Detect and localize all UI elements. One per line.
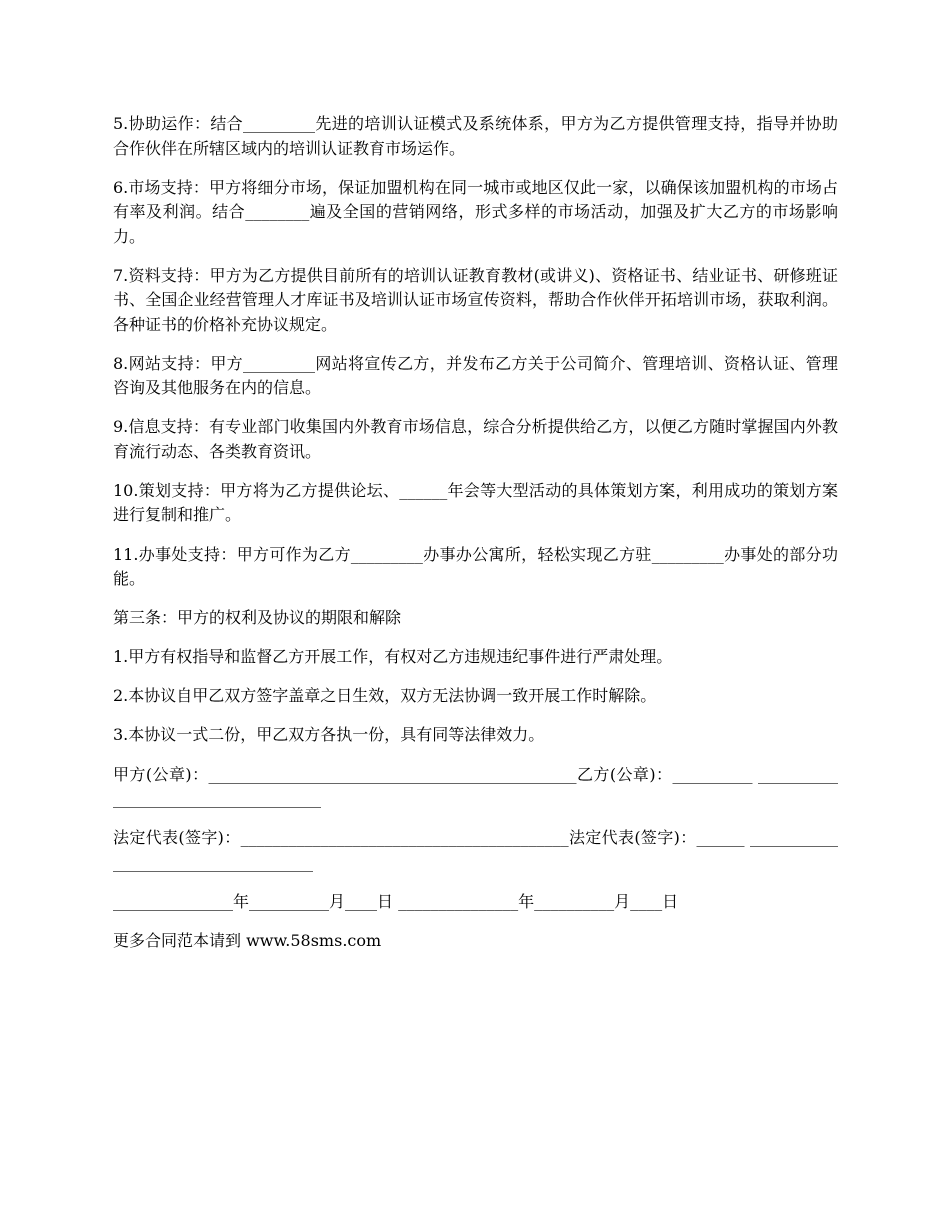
- date-line: _______________年__________月____日 _______________年__________月____日: [113, 891, 679, 911]
- footer-more-contracts: 更多合同范本请到 www.58sms.com: [113, 930, 382, 950]
- clause-6-market-support: 6.市场支持：甲方将细分市场，保证加盟机构在同一城市或地区仅此一家，以确保该加盟机构的市场占有率及利润。结合________遍及全国的营销网络，形式多样的市场活动，加强及扩大乙方的市场影响力。: [113, 177, 838, 246]
- clause-11-office-support: 11.办事处支持：甲方可作为乙方_________办事办公寓所，轻松实现乙方驻_________办事处的部分功能。: [113, 544, 838, 589]
- article-3-heading: 第三条：甲方的权利及协议的期限和解除: [113, 608, 402, 628]
- clause-9-information-support: 9.信息支持：有专业部门收集国内外教育市场信息，综合分析提供给乙方，以便乙方随时掌握国内外教育流行动态、各类教育资讯。: [113, 417, 838, 461]
- clause-8-website-support: 8.网站支持：甲方_________网站将宣传乙方，并发布乙方关于公司简介、管理培训、资格认证、管理咨询及其他服务在内的信息。: [113, 353, 838, 398]
- seal-line: 甲方(公章)：______________________________________________乙方(公章)：__________ ____________________________________: [113, 764, 838, 809]
- contract-page: [113, 112, 838, 968]
- article-3-item-1: 1.甲方有权指导和监督乙方开展工作，有权对乙方违规违纪事件进行严肃处理。: [113, 647, 673, 667]
- clause-7-material-support: 7.资料支持：甲方为乙方提供目前所有的培训认证教育教材(或讲义)、资格证书、结业证书、研修班证书、全国企业经营管理人才库证书及培训认证市场宣传资料，帮助合作伙伴开拓培训市场，获取利润。各种证书的价格补充协议规定。: [113, 265, 838, 334]
- article-3-item-2: 2.本协议自甲乙双方签字盖章之日生效，双方无法协调一致开展工作时解除。: [113, 686, 657, 706]
- clause-10-planning-support: 10.策划支持：甲方将为乙方提供论坛、______年会等大型活动的具体策划方案，利用成功的策划方案进行复制和推广。: [113, 480, 838, 525]
- clause-5-operation-support: 5.协助运作：结合_________先进的培训认证模式及系统体系，甲方为乙方提供管理支持，指导并协助合作伙伴在所辖区域内的培训认证教育市场运作。: [113, 114, 838, 158]
- representative-signature-line: 法定代表(签字)：_________________________________________法定代表(签字)：______ ____________________________________: [113, 828, 838, 872]
- article-3-item-3: 3.本协议一式二份，甲乙双方各执一份，具有同等法律效力。: [113, 725, 545, 745]
